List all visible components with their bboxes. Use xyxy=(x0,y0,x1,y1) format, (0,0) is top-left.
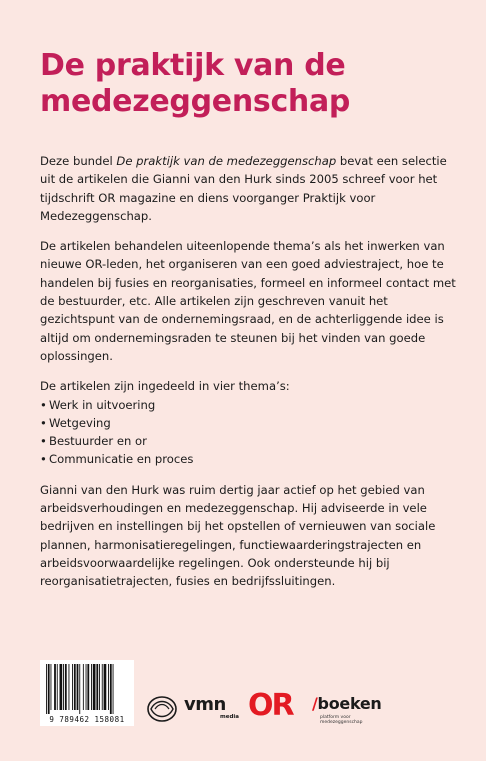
boeken-slash: / xyxy=(312,694,318,713)
themes-list xyxy=(40,396,460,469)
theme-item xyxy=(40,432,460,450)
barcode-bars xyxy=(40,660,134,716)
theme-label: Wetgeving xyxy=(49,415,111,430)
bullet: • xyxy=(40,415,47,430)
intro-text-start: Deze bundel xyxy=(40,154,117,168)
boeken-subtitle: platform voor medezeggenschap xyxy=(320,715,363,725)
vmn-media-logo xyxy=(146,694,242,724)
isbn-barcode xyxy=(40,660,134,726)
publisher-logos xyxy=(146,688,446,728)
bullet: • xyxy=(40,452,47,467)
barcode-number: 9 789462 158081 xyxy=(49,715,125,724)
intro-paragraph xyxy=(40,152,460,225)
intro-book-title: De praktijk van de medezeggenschap xyxy=(116,154,337,168)
boeken-wordmark: boeken xyxy=(317,694,382,713)
book-title: De praktijk van de medezeggenschap xyxy=(40,48,351,119)
bullet: • xyxy=(40,434,47,449)
themes-intro: De artikelen zijn ingedeeld in vier thema’s: xyxy=(40,379,290,394)
intro-text-end: bevat een selectie uit de artikelen die Gianni van den Hurk sinds 2005 schreef voor het tijdschrift OR magazine en diens voorganger Praktijk voor Medezeggenschap. xyxy=(40,154,447,223)
vmn-swirl-icon xyxy=(146,694,180,724)
topics-paragraph: De artikelen behandelen uiteenlopende thema’s als het inwerken van nieuwe OR-leden, het organiseren van een goed adviestraject, hoe te handelen bij fusies en reorganisaties, formeel en informeel contact met de bestuurder, etc. Alle artikelen zijn geschreven vanuit het gezichtspunt van de ondernemingsraad, en de achterliggende idee is altijd om ondernemingsraden te steunen bij het vinden van goede oplossingen. xyxy=(40,239,456,363)
or-logo: OR xyxy=(248,688,293,723)
vmn-wordmark: vmn xyxy=(184,694,226,715)
theme-item xyxy=(40,414,460,432)
theme-item xyxy=(40,396,460,414)
boeken-logo xyxy=(312,694,382,713)
theme-item xyxy=(40,450,460,468)
theme-label: Communicatie en proces xyxy=(49,452,194,467)
theme-label: Bestuurder en or xyxy=(49,434,147,449)
blurb xyxy=(40,152,460,603)
bullet: • xyxy=(40,397,47,412)
theme-label: Werk in uitvoering xyxy=(49,397,156,412)
author-paragraph: Gianni van den Hurk was ruim dertig jaar actief op het gebied van arbeidsverhoudingen en medezeggenschap. Hij adviseerde in vele bedrijven en instellingen bij het opstellen of vernieuwen van sociale plannen, harmonisatieregelingen, functiewaarderingstrajecten en arbeidsvoorwaardelijke regelingen. Ook ondersteunde hij bij reorganisatietrajecten, fusies en bedrijfssluitingen. xyxy=(40,482,436,589)
vmn-subtitle: media xyxy=(220,714,239,720)
